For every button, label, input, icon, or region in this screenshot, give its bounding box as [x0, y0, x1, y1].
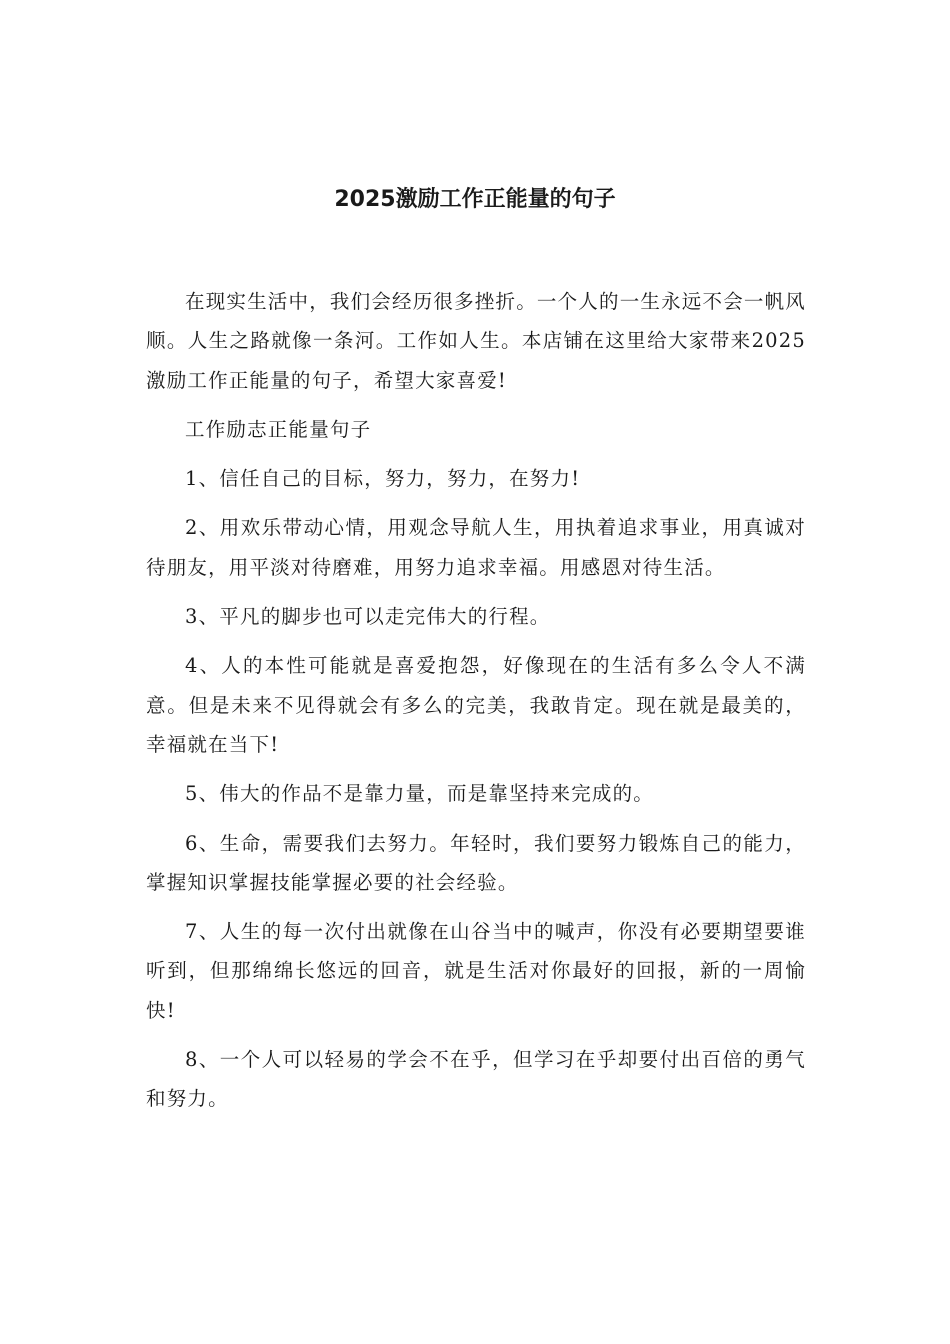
intro-paragraph: 在现实生活中，我们会经历很多挫折。一个人的一生永远不会一帆风顺。人生之路就像一条河。工作如人生。本店铺在这里给大家带来2025激励工作正能量的句子，希望大家喜爱!	[146, 290, 807, 392]
list-item: 7、人生的每一次付出就像在山谷当中的喊声，你没有必要期望要谁听到，但那绵绵长悠远的回音，就是生活对你最好的回报，新的一周愉快!	[146, 920, 806, 1022]
list-item: 3、平凡的脚步也可以走完伟大的行程。	[185, 605, 551, 629]
document-body	[146, 282, 806, 1129]
list-item: 8、一个人可以轻易的学会不在乎，但学习在乎却要付出百倍的勇气和努力。	[146, 1048, 806, 1111]
list-item: 6、生命，需要我们去努力。年轻时，我们要努力锻炼自己的能力，掌握知识掌握技能掌握必要的社会经验。	[146, 831, 806, 894]
section-heading: 工作励志正能量句子	[185, 417, 372, 441]
list-item: 5、伟大的作品不是靠力量，而是靠坚持来完成的。	[185, 782, 655, 806]
list-item: 2、用欢乐带动心情，用观念导航人生，用执着追求事业，用真诚对待朋友，用平淡对待磨难，用努力追求幸福。用感恩对待生活。	[146, 516, 806, 579]
list-item: 1、信任自己的目标，努力，努力，在努力!	[185, 467, 581, 491]
list-item: 4、人的本性可能就是喜爱抱怨，好像现在的生活有多么令人不满意。但是未来不见得就会有多么的完美，我敢肯定。现在就是最美的，幸福就在当下!	[146, 654, 806, 756]
page-title: 2025激励工作正能量的句子	[334, 187, 616, 212]
